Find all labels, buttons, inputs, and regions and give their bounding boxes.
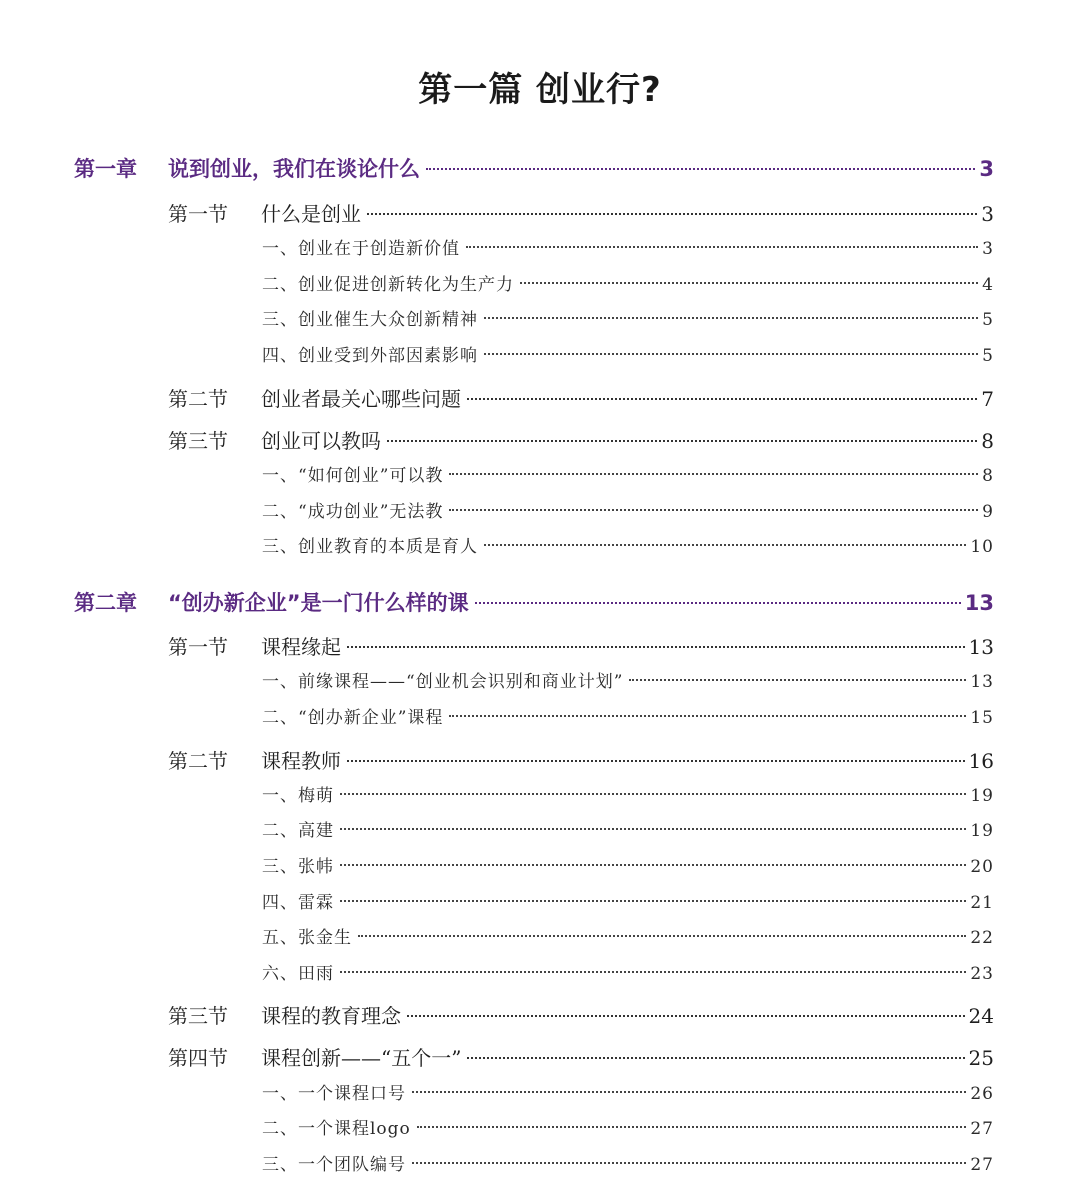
page-number: 22	[970, 928, 994, 948]
dot-leader	[449, 509, 978, 511]
toc-item[interactable]	[262, 816, 994, 841]
item-title: 三、创业催生大众创新精神	[262, 310, 478, 330]
dot-leader	[347, 760, 965, 762]
toc-section[interactable]	[168, 198, 994, 227]
item-title: 六、田雨	[262, 964, 334, 984]
toc-item[interactable]	[262, 888, 994, 913]
toc-item[interactable]	[262, 1150, 994, 1175]
section-number: 第二节	[168, 749, 228, 773]
section-number: 第二节	[168, 387, 228, 411]
page-number: 23	[970, 964, 994, 984]
toc-item[interactable]	[262, 923, 994, 948]
page-number: 9	[982, 502, 994, 522]
section-title: 创业可以教吗	[261, 429, 381, 453]
dot-leader	[340, 864, 966, 866]
item-title: 一、前缘课程——“创业机会识别和商业计划”	[262, 672, 624, 692]
page-number: 27	[970, 1155, 994, 1175]
toc-section[interactable]	[168, 745, 994, 774]
page-number: 3	[981, 202, 994, 226]
dot-leader	[520, 282, 978, 284]
dot-leader	[484, 317, 978, 319]
page-number: 5	[982, 346, 994, 366]
page-number: 13	[968, 635, 994, 659]
page-number: 4	[982, 275, 994, 295]
toc-item[interactable]	[262, 852, 994, 877]
item-title: 一、一个课程口号	[262, 1084, 406, 1104]
dot-leader	[340, 971, 966, 973]
section-title: 创业者最关心哪些问题	[261, 387, 461, 411]
toc-item[interactable]	[262, 305, 994, 330]
toc-item[interactable]	[262, 781, 994, 806]
dot-leader	[387, 440, 977, 442]
item-title: 二、一个课程logo	[262, 1119, 411, 1139]
page-number: 19	[970, 821, 994, 841]
dot-leader	[340, 900, 966, 902]
dot-leader	[484, 353, 978, 355]
section-number: 第三节	[168, 1004, 228, 1028]
part-title: 第一篇 创业行?	[418, 70, 662, 110]
item-title: 二、“创办新企业”课程	[262, 708, 444, 728]
section-title: 课程缘起	[261, 635, 341, 659]
toc-section[interactable]	[168, 1000, 994, 1029]
toc-item[interactable]	[262, 341, 994, 366]
page-number: 15	[970, 708, 994, 728]
page-number: 24	[968, 1004, 994, 1028]
toc-item[interactable]	[262, 497, 994, 522]
section-title: 什么是创业	[261, 202, 361, 226]
dot-leader	[358, 935, 966, 937]
dot-leader	[449, 715, 966, 717]
page-number: 27	[970, 1119, 994, 1139]
item-title: 二、“成功创业”无法教	[262, 502, 444, 522]
dot-leader	[347, 646, 965, 648]
page-number: 21	[970, 893, 994, 913]
toc-item[interactable]	[262, 234, 994, 259]
item-title: 三、一个团队编号	[262, 1155, 406, 1175]
toc-item[interactable]	[262, 270, 994, 295]
section-title: 课程教师	[261, 749, 341, 773]
dot-leader	[466, 246, 978, 248]
toc-item[interactable]	[262, 532, 994, 557]
page-number: 7	[981, 387, 994, 411]
page-number: 26	[970, 1084, 994, 1104]
item-title: 三、创业教育的本质是育人	[262, 537, 478, 557]
toc-section[interactable]	[168, 631, 994, 660]
chapter-number: 第一章	[74, 157, 137, 181]
dot-leader	[449, 473, 978, 475]
section-number: 第四节	[168, 1046, 228, 1070]
section-title: 课程的教育理念	[261, 1004, 401, 1028]
toc-section[interactable]	[168, 1042, 994, 1071]
page-number: 25	[968, 1046, 994, 1070]
toc-item[interactable]	[262, 461, 994, 486]
toc-chapter-1[interactable]	[74, 153, 994, 183]
chapter-number: 第二章	[74, 591, 137, 615]
dot-leader	[340, 828, 966, 830]
chapter-title: 说到创业，我们在谈论什么	[168, 157, 420, 181]
toc-item[interactable]	[262, 959, 994, 984]
page-number: 20	[970, 857, 994, 877]
dot-leader	[629, 679, 966, 681]
item-title: 一、“如何创业”可以教	[262, 466, 444, 486]
item-title: 二、高建	[262, 821, 334, 841]
section-title: 课程创新——“五个一”	[261, 1046, 462, 1070]
section-number: 第一节	[168, 635, 228, 659]
item-title: 二、创业促进创新转化为生产力	[262, 275, 514, 295]
dot-leader	[412, 1091, 966, 1093]
toc-section[interactable]	[168, 383, 994, 412]
page-number: 3	[979, 157, 994, 181]
item-title: 五、张金生	[262, 928, 352, 948]
page-number: 10	[970, 537, 994, 557]
toc-item[interactable]	[262, 667, 994, 692]
page-number: 19	[970, 786, 994, 806]
toc-chapter-2[interactable]	[74, 587, 994, 617]
chapter-title: “创办新企业”是一门什么样的课	[168, 591, 469, 615]
page-number: 13	[970, 672, 994, 692]
page-number: 8	[981, 429, 994, 453]
dot-leader	[367, 213, 977, 215]
dot-leader	[467, 1057, 964, 1059]
toc-item[interactable]	[262, 1079, 994, 1104]
page-number: 16	[968, 749, 994, 773]
page-number: 13	[964, 591, 994, 615]
toc-item[interactable]	[262, 1114, 994, 1139]
item-title: 一、创业在于创造新价值	[262, 239, 460, 259]
item-title: 四、创业受到外部因素影响	[262, 346, 478, 366]
item-title: 一、梅萌	[262, 786, 334, 806]
section-number: 第三节	[168, 429, 228, 453]
dot-leader	[475, 602, 961, 604]
item-title: 四、雷霖	[262, 893, 334, 913]
dot-leader	[407, 1015, 965, 1017]
section-number: 第一节	[168, 202, 228, 226]
item-title: 三、张帏	[262, 857, 334, 877]
page-number: 5	[982, 310, 994, 330]
dot-leader	[467, 398, 977, 400]
dot-leader	[340, 793, 966, 795]
dot-leader	[417, 1126, 967, 1128]
page-number: 8	[982, 466, 994, 486]
toc-section[interactable]	[168, 425, 994, 454]
dot-leader	[412, 1162, 966, 1164]
page-number: 3	[982, 239, 994, 259]
dot-leader	[484, 544, 966, 546]
toc-item[interactable]	[262, 703, 994, 728]
dot-leader	[426, 168, 975, 170]
